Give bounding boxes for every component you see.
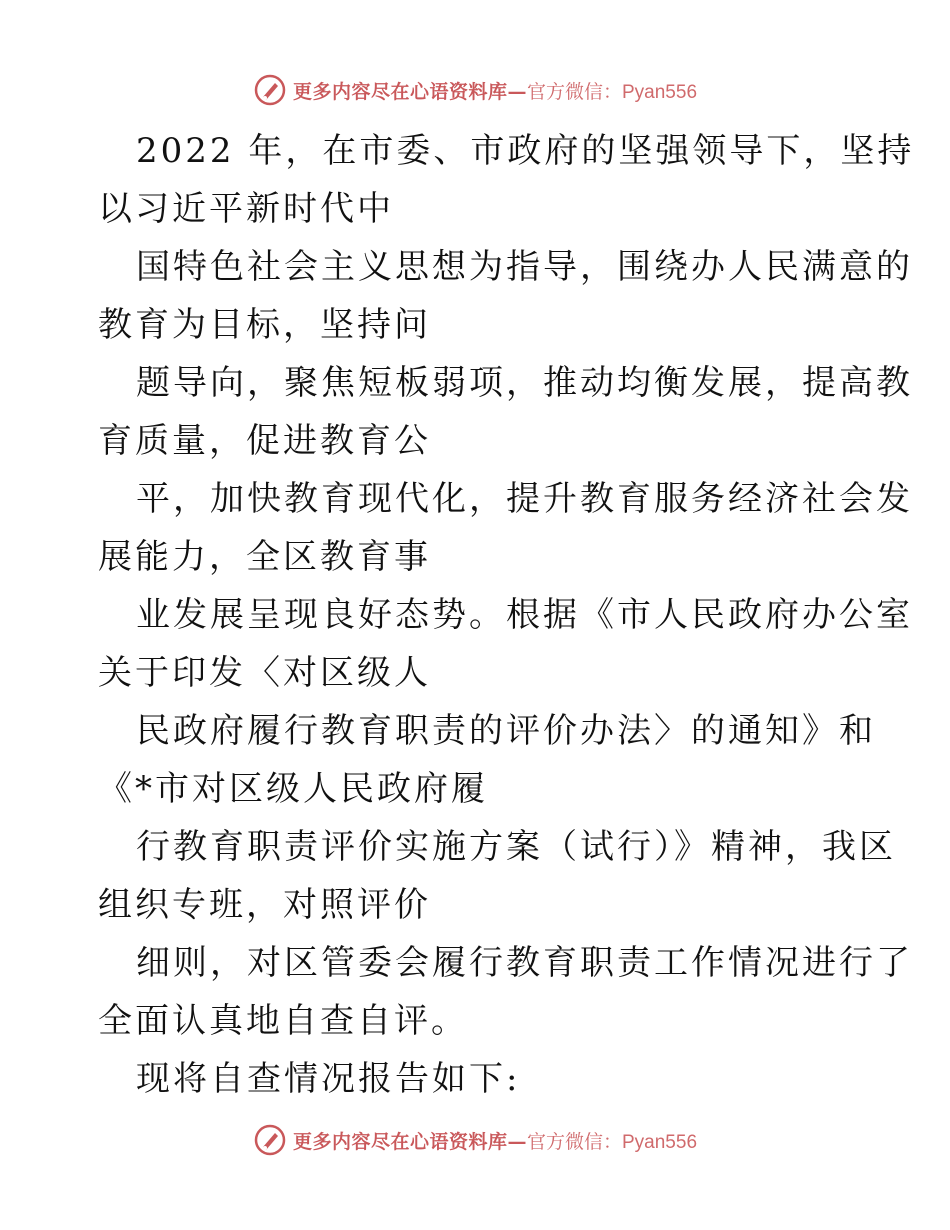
body-line: 题导向，聚焦短板弱项，推动均衡发展，提高教 — [136, 363, 913, 403]
body-line: 教育为目标，坚持问 — [98, 305, 431, 345]
footer-watermark — [0, 1120, 950, 1160]
body-line: 《*市对区级人民政府履 — [98, 769, 488, 809]
body-line: 现将自查情况报告如下: — [136, 1059, 521, 1099]
pen-nib-logo-icon — [253, 1123, 287, 1157]
body-line: 行教育职责评价实施方案（试行）》精神，我区 — [136, 827, 896, 867]
body-line: 以习近平新时代中 — [98, 189, 394, 229]
body-line: 业发展呈现良好态势。根据《市人民政府办公室 — [136, 595, 913, 635]
watermark-text: 更多内容尽在心语资料库— — [292, 1130, 527, 1153]
body-line: 育质量，促进教育公 — [98, 421, 431, 461]
body-line: 组织专班，对照评价 — [98, 885, 431, 925]
body-line: 关于印发〈对区级人 — [98, 653, 431, 693]
watermark-wechat: 官方微信：Pyan556 — [527, 1131, 698, 1153]
body-line: 平，加快教育现代化，提升教育服务经济社会发 — [136, 479, 913, 519]
watermark-text: 更多内容尽在心语资料库— — [292, 80, 527, 103]
body-line: 国特色社会主义思想为指导，围绕办人民满意的 — [136, 247, 913, 287]
document-body — [98, 122, 915, 1108]
body-line: 细则，对区管委会履行教育职责工作情况进行了 — [136, 943, 913, 983]
pen-nib-logo-icon — [253, 73, 287, 107]
body-line: 2022 年，在市委、市政府的坚强领导下，坚持 — [136, 131, 915, 171]
body-line: 民政府履行教育职责的评价办法〉的通知》和 — [136, 711, 876, 751]
header-watermark — [0, 70, 950, 110]
body-line: 全面认真地自查自评。 — [98, 1001, 468, 1041]
body-line: 展能力，全区教育事 — [98, 537, 431, 577]
watermark-wechat: 官方微信：Pyan556 — [527, 81, 698, 103]
